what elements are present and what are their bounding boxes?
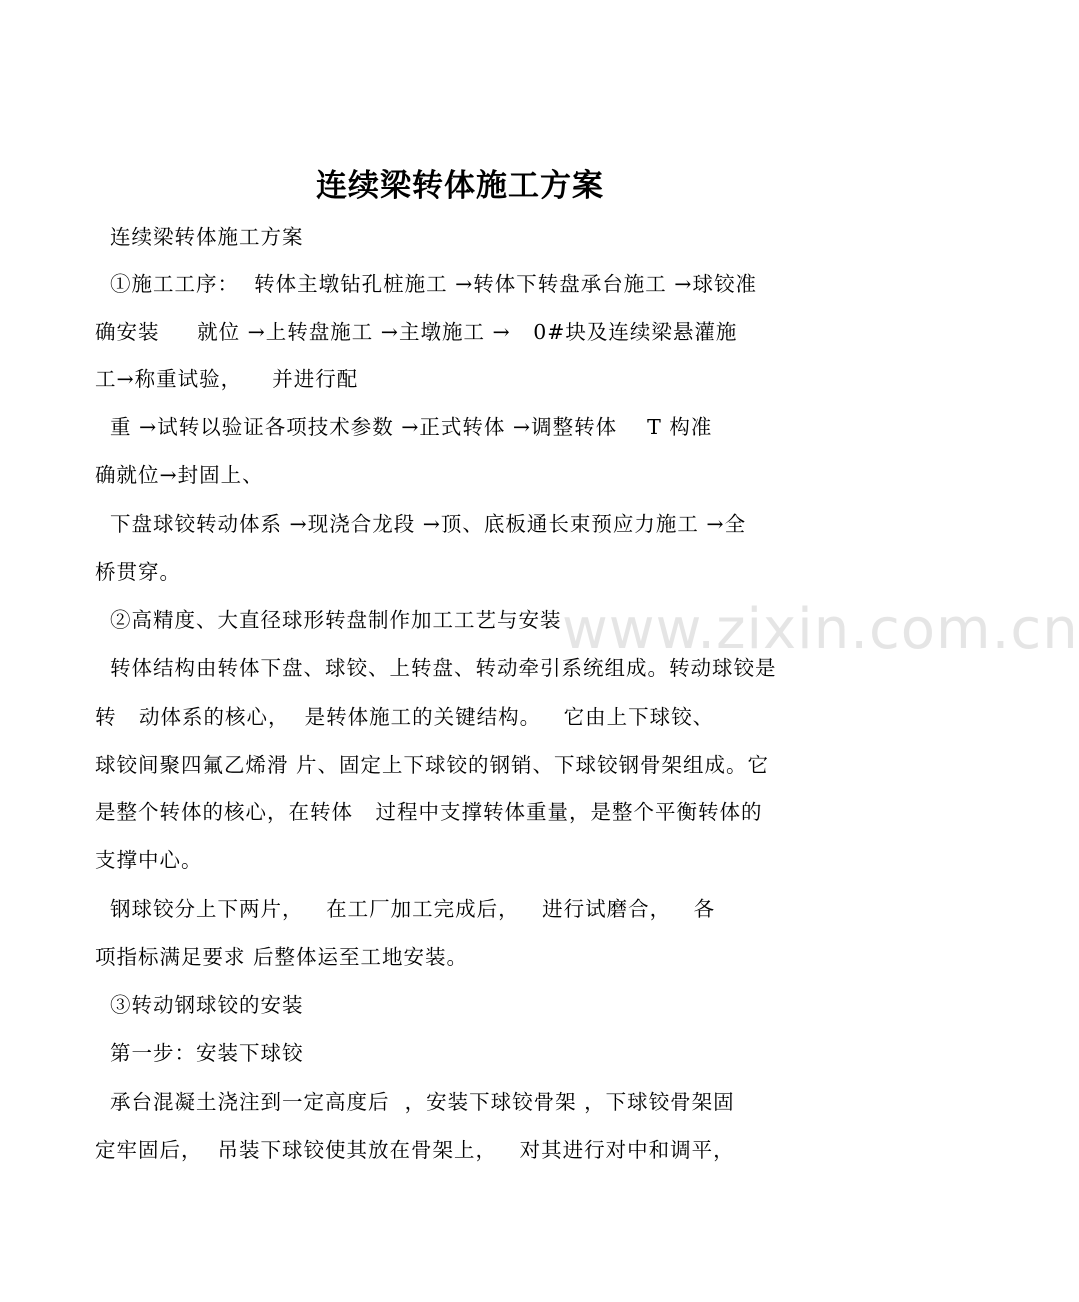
- text-line: 确就位→封固上、: [95, 463, 264, 487]
- text-line: 钢球铰分上下两片， 在工厂加工完成后， 进行试磨合， 各: [95, 897, 716, 921]
- text-line: 转 动体系的核心， 是转体施工的关键结构。 它由上下球铰、: [95, 705, 715, 729]
- text-line: 工→称重试验， 并进行配: [95, 367, 359, 391]
- text-line: 支撑中心。: [95, 848, 203, 872]
- text-line: 连续梁转体施工方案: [95, 225, 304, 249]
- text-line: ③转动钢球铰的安装: [95, 993, 304, 1017]
- text-line: 承台混凝土浇注到一定高度后 ，安装下球铰骨架 ，下球铰骨架固: [95, 1090, 735, 1114]
- text-line: 下盘球铰转动体系 →现浇合龙段 →顶、底板通长束预应力施工 →全: [95, 512, 747, 536]
- text-line: 第一步：安装下球铰: [95, 1041, 304, 1065]
- document-title: 连续梁转体施工方案: [316, 168, 604, 204]
- text-line: 转体结构由转体下盘、球铰、上转盘、转动牵引系统组成。转动球铰是: [95, 656, 777, 680]
- text-line: 球铰间聚四氟乙烯滑 片、固定上下球铰的钢销、下球铰钢骨架组成。它: [95, 753, 770, 777]
- text-line: ①施工工序： 转体主墩钻孔桩施工 →转体下转盘承台施工 →球铰准: [95, 272, 757, 296]
- text-line: ②高精度、大直径球形转盘制作加工工艺与安装: [95, 608, 562, 632]
- text-line: 是整个转体的核心，在转体 过程中支撑转体重量，是整个平衡转体的: [95, 800, 763, 824]
- text-line: 重 →试转以验证各项技术参数 →正式转体 →调整转体 T 构准: [95, 415, 713, 439]
- text-line: 定牢固后， 吊装下球铰使其放在骨架上， 对其进行对中和调平，: [95, 1138, 735, 1162]
- text-line: 桥贯穿。: [95, 560, 181, 584]
- watermark: www.zixin.com.cn: [562, 597, 1079, 662]
- text-line: 确安装 就位 →上转盘施工 →主墩施工 → 0#块及连续梁悬灌施: [95, 320, 738, 344]
- text-line: 项指标满足要求 后整体运至工地安装。: [95, 945, 469, 969]
